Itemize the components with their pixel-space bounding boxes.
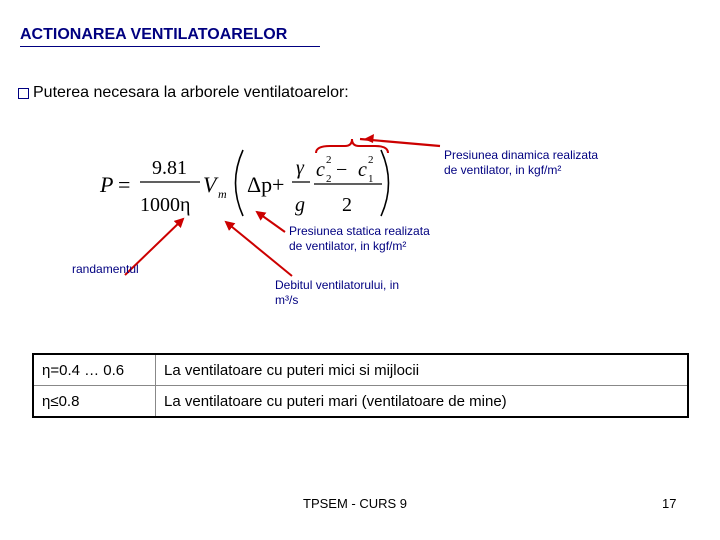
formula-delta-p: Δp — [247, 172, 273, 197]
paren-left — [236, 150, 244, 216]
efficiency-table — [32, 353, 689, 418]
formula-vm-sub: m — [218, 187, 227, 201]
table-cell-eta: η≤0.8 — [33, 386, 156, 418]
page-number: 17 — [662, 496, 677, 511]
table-row — [33, 386, 688, 418]
formula-g: g — [295, 194, 305, 216]
annotation-flow-line-1: Debitul ventilatorului, in — [275, 278, 400, 292]
formula-c2-sub: 2 — [326, 173, 332, 185]
formula-c2-sup: 2 — [326, 154, 332, 166]
annotation-dynamic-line-2: de ventilator, in kgf/m² — [444, 163, 562, 177]
formula-two: 2 — [342, 194, 352, 216]
formula-c2: c — [316, 159, 325, 181]
footer-course: TPSEM - CURS 9 — [303, 496, 408, 511]
paren-right — [381, 150, 389, 216]
formula-plus: + — [272, 172, 285, 197]
formula-c1: c — [358, 159, 367, 181]
formula-p: P — [100, 172, 114, 197]
formula-numerator: 9.81 — [152, 157, 187, 179]
table-row — [33, 354, 688, 386]
formula-equals: = — [118, 172, 131, 197]
formula-gamma: γ — [296, 157, 304, 179]
formula-c1-sub: 1 — [368, 173, 374, 185]
annotation-efficiency: randamentul — [72, 262, 139, 276]
annotation-flow-line-2: m³/s — [275, 293, 299, 307]
arrow-static — [257, 212, 285, 232]
table-cell-desc: La ventilatoare cu puteri mici si mijlocii — [156, 354, 689, 386]
formula-minus: − — [336, 159, 348, 181]
table-cell-eta: η=0.4 … 0.6 — [33, 354, 156, 386]
formula-denominator: 1000η — [140, 194, 191, 216]
arrowhead-dynamic-icon — [364, 134, 374, 143]
formula-vm: V — [203, 172, 217, 197]
formula-c1-sup: 2 — [368, 154, 374, 166]
annotation-static-pressure — [289, 224, 430, 254]
annotation-static-line-1: Presiunea statica realizata — [289, 224, 430, 238]
annotation-flow — [275, 278, 399, 308]
annotation-dynamic-line-1: Presiunea dinamica realizata — [444, 148, 599, 162]
table-cell-desc: La ventilatoare cu puteri mari (ventilatoare de mine) — [156, 386, 689, 418]
annotation-static-line-2: de ventilator, in kgf/m² — [289, 239, 407, 253]
bullet-text: Puterea necesara la arborele ventilatoarelor: — [33, 84, 349, 101]
annotation-dynamic-pressure — [444, 148, 598, 178]
slide-title: ACTIONAREA VENTILATOARELOR — [20, 26, 288, 43]
